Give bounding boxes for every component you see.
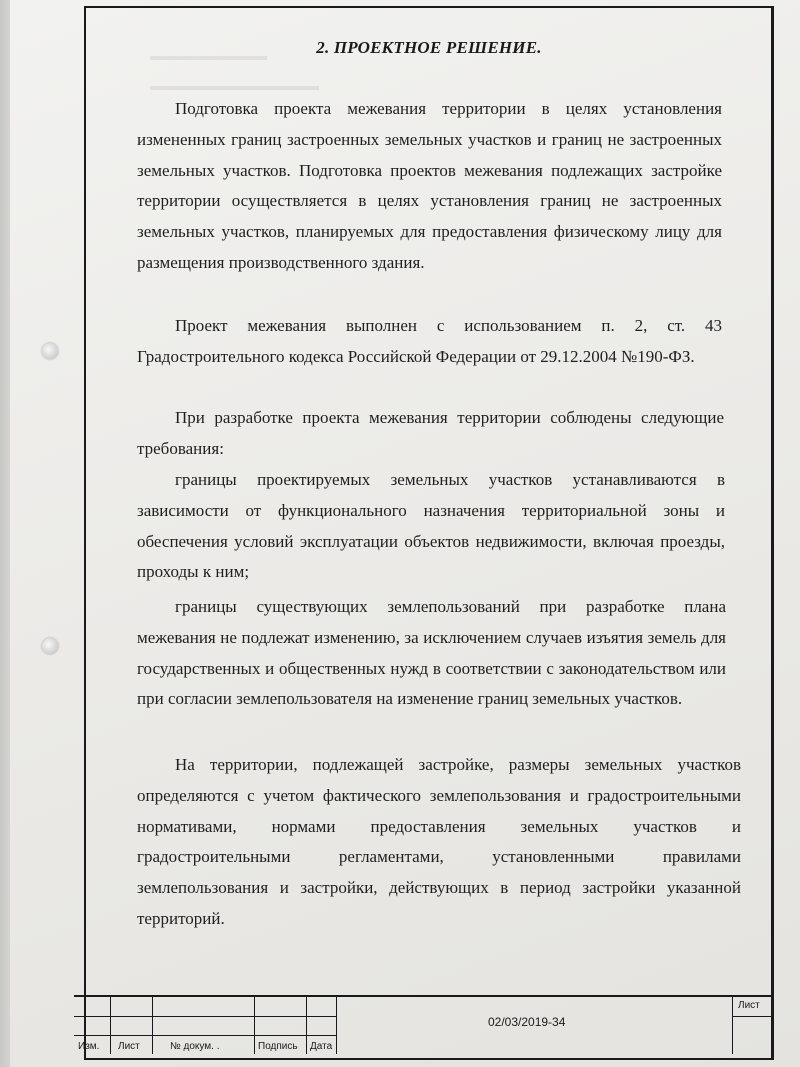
- paragraph-1: Подготовка проекта межевания территории в целях установления измененных границ застроенных земельных участков и границ не застроенных земельных участков. Подготовка проектов межевания подлежащих застройке территории осуществляется в целях установления границ не застроенных земельных участков, планируемых для предоставления физическому лицу для размещения производственного здания.: [137, 99, 722, 272]
- sheet-label: Лист: [738, 1000, 760, 1011]
- paragraph-2: Проект межевания выполнен с использованием п. 2, ст. 43 Градостроительного кодекса Российской Федерации от 29.12.2004 №190-ФЗ.: [137, 316, 722, 366]
- paragraph-3: При разработке проекта межевания территории соблюдены следующие требования:: [137, 408, 724, 458]
- stamp-label-signature: Подпись: [258, 1041, 298, 1052]
- stamp-label-list: Лист: [118, 1041, 140, 1052]
- bleed-through-shadow: ▬▬▬▬▬▬▬▬▬▬▬▬▬: [150, 78, 319, 93]
- stamp-label-izm: Изм.: [78, 1041, 100, 1052]
- document-code: 02/03/2019-34: [488, 1015, 566, 1029]
- paragraph-6: На территории, подлежащей застройке, размеры земельных участков определяются с учетом фактического землепользования и градостроительными нормативами, нормами предоставления земельных участков и градостроительными регламентами, установленными правилами землепользования и застройки, действующих в период застройки указанной территорий.: [137, 755, 741, 928]
- title-block: [74, 995, 774, 1054]
- stamp-label-date: Дата: [310, 1041, 333, 1052]
- bleed-through-shadow: ▬▬▬▬▬▬▬▬▬: [150, 48, 267, 63]
- document-title: 2. ПРОЕКТНОЕ РЕШЕНИЕ.: [316, 38, 542, 57]
- stamp-label-doc-no: № докум. .: [170, 1041, 220, 1052]
- punch-hole-icon: [42, 343, 58, 359]
- paragraph-4: границы проектируемых земельных участков устанавливаются в зависимости от функционального назначения территориальной зоны и обеспечения условий эксплуатации объектов недвижимости, включая проезды, проходы к ним;: [137, 470, 725, 582]
- punch-hole-icon: [42, 638, 58, 654]
- paragraph-5: границы существующих землепользований при разработке плана межевания не подлежат изменению, за исключением случаев изъятия земель для государственных и общественных нужд в соответствии с законодательством или при согласии землепользователя на изменение границ земельных участков.: [137, 597, 726, 709]
